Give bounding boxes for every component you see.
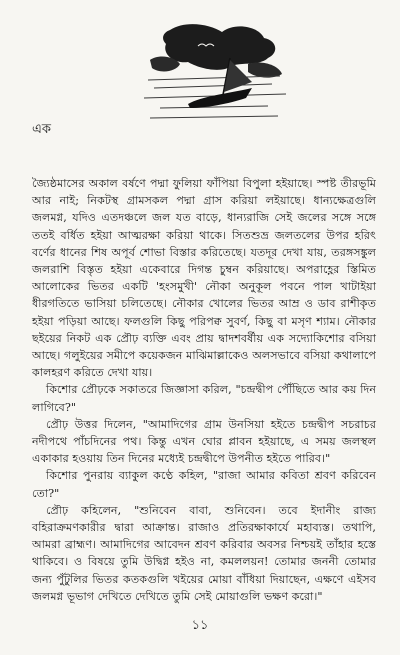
paragraph: কিশোর প্রৌঢ়কে সকাতরে জিজ্ঞাসা করিল, "চন্দ্রদ্বীপ পৌঁছিতে আর কয় দিন লাগিবে?"	[32, 383, 376, 414]
paragraph: জ্যৈষ্ঠমাসের অকাল বর্ষণে পদ্মা ফুলিয়া ফাঁপিয়া বিপুলা হইয়াছে। স্পষ্ট তীরভূমি আর নাই; নিকটস্থ গ্রামসকল পদ্মা গ্রাস করিয়া লইয়াছে। ধান্যক্ষেত্রগুলি জলমগ্ন, যদিও এতদঞ্চলে জল যত বাড়ে, ধান্যরাজি সেই জলের সঙ্গে সঙ্গে ততই বর্ধিত হইয়া আত্মরক্ষা করিয়া থাকে। সিতশুভ্র জলতলের উপর হরিৎ বর্ণের ধানের শিষ অপূর্ব শোভা বিস্তার করিতেছে। যতদূর দেখা যায়, তরঙ্গসঙ্কুল জলরাশি বিস্তৃত হইয়া একেবারে দিগন্ত চুম্বন করিয়াছে। অপরাহ্ণের স্তিমিত আলোকের ভিতর একটি 'হংসমুখী' নৌকা অনুকূল পবনে পাল খাটাইয়া ধীরগতিতে ভাসিয়া চলিতেছে। নৌকার খোলের ভিতর আম্র ও ডাব রাশীকৃত হইয়া পড়িয়া আছে। ফলগুলি কিছু পরিপক্ব সুবর্ণ, কিছু বা মসৃণ শ্যাম। নৌকার ছইয়ের নিকট এক প্রৌঢ় ব্যক্তি এবং প্রায় দ্বাদশবর্ষীয় এক সদ্যোকিশোর বসিয়া আছে। গলুইয়ের সমীপে কয়েকজন মাঝিমাল্লাকেও অলসভাবে বসিয়া কথালাপে কালহরণ করিতে দেখা যায়।	[32, 177, 376, 380]
paragraph: প্রৌঢ় কহিলেন, "শুনিবেন বাবা, শুনিবেন। তবে ইদানীং রাজ্য বহিরাক্রমণকারীর দ্বারা আক্রান্ত। রাজাও প্রতিরক্ষাকার্যে মহাব্যস্ত। তথাপি, আমরা ব্রাহ্মণ। আমাদিগের আবেদন শ্রবণ করিবার অবসর নিশ্চয়ই তাঁহার হস্তে থাকিবে। ও বিষয়ে তুমি উদ্বিগ্ন হইও না, কমললয়ন! তোমার জননী তোমার জন্য পুঁটুলির ভিতর কতকগুলি খইয়ের মোয়া বাঁধিয়া দিয়াছেন, এক্ষণে এইসব জলমগ্ন ভূভাগ দেখিতে দেখিতে তুমি সেই মোয়াগুলি ভক্ষণ করো।"	[32, 503, 376, 603]
chapter-heading: এক	[32, 122, 51, 137]
boat-illustration	[140, 18, 290, 136]
body-text	[32, 175, 376, 605]
page-number: ১১	[191, 618, 209, 633]
paragraph: প্রৌঢ় উত্তর দিলেন, "আমাদিগের গ্রাম উনসিয়া হইতে চন্দ্রদ্বীপ সচরাচর নদীপথে পাঁচদিনের পথ। কিন্তু এখন ঘোর প্লাবন হইয়াছে, এ সময় জলস্থল একাকার হওয়ায় তিন দিনের মধ্যেই চন্দ্রদ্বীপে উপনীত হইতে পারিব।"	[32, 417, 376, 466]
paragraph: কিশোর পুনরায় ব্যাকুল কণ্ঠে কহিল, "রাজা আমার কবিতা শ্রবণ করিবেন তো?"	[32, 469, 376, 500]
